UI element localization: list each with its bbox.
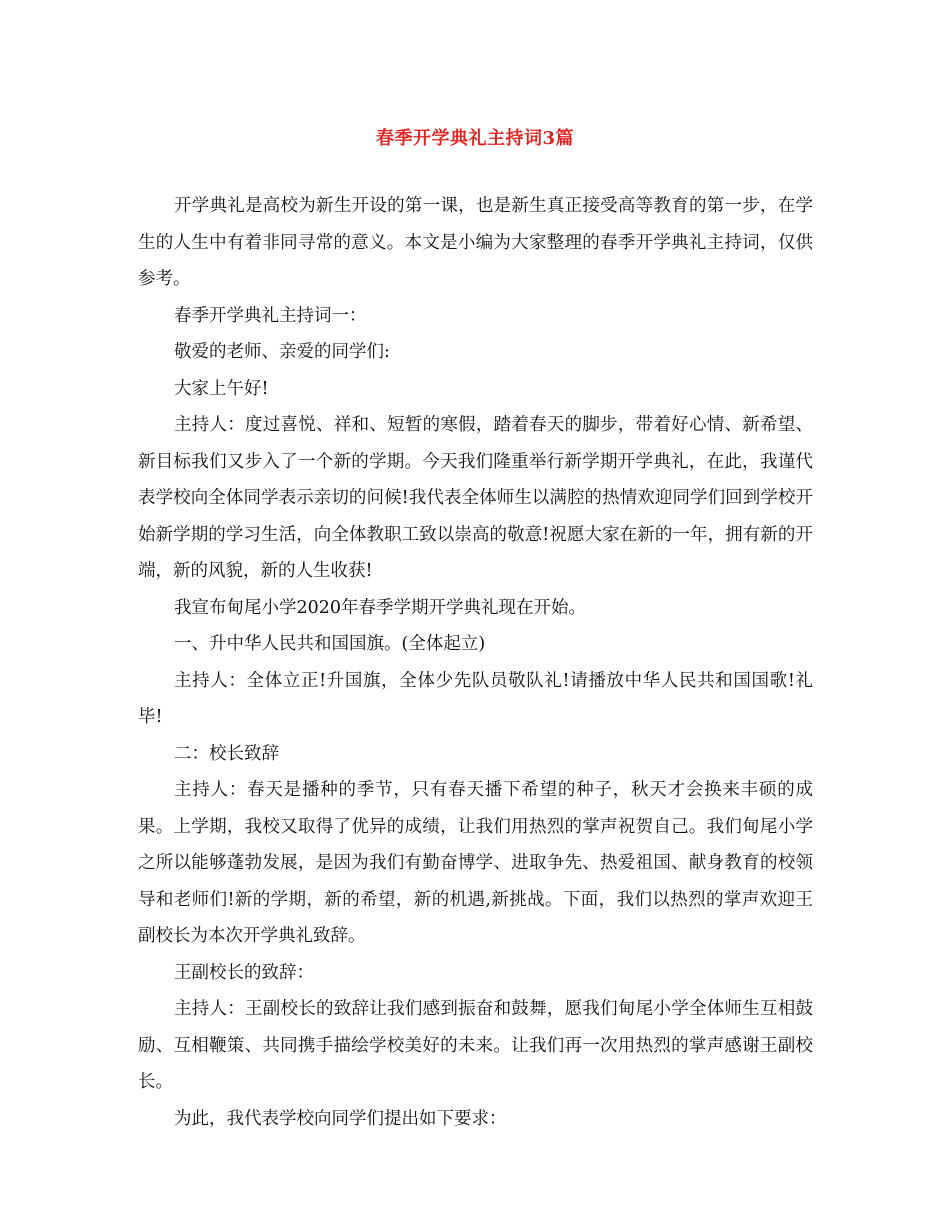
document-body — [138, 188, 813, 1137]
paragraph-salutation: 敬爱的老师、亲爱的同学们: — [174, 342, 390, 362]
paragraph-requirements: 为此，我代表学校向同学们提出如下要求： — [174, 1108, 507, 1129]
paragraph-host-principal: 主持人：春天是播种的季节，只有春天播下希望的种子，秋天才会换来丰硕的成果。上学期，我校又取得了优异的成绩，让我们用热烈的掌声祝贺自己。我们甸尾小学之所以能够蓬勃发展，是因为我们有勤奋博学、进取争先、热爱祖国、献身教育的校领导和老师们!新的学期，新的希望，新的机遇,新挑战。下面，我们以热烈的掌声欢迎王副校长为本次开学典礼致辞。 — [138, 780, 813, 946]
paragraph-vice-principal-speech: 王副校长的致辞： — [174, 962, 314, 983]
paragraph-host-opening: 主持人：度过喜悦、祥和、短暂的寒假，踏着春天的脚步，带着好心情、新希望、新目标我们又步入了一个新的学期。今天我们隆重举行新学期开学典礼，在此，我谨代表学校向全体同学表示亲切的问候!我代表全体师生以满腔的热情欢迎同学们回到学校开始新学期的学习生活，向全体教职工致以崇高的敬意!祝愿大家在新的一年，拥有新的开端，新的风貌，新的人生收获! — [138, 415, 813, 581]
paragraph-item-principal: 二：校长致辞 — [174, 743, 279, 764]
paragraph-section-heading: 春季开学典礼主持词一： — [174, 305, 367, 326]
paragraph-item-flag: 一、升中华人民共和国国旗。(全体起立) — [174, 634, 486, 654]
document-title: 春季开学典礼主持词3篇 — [375, 128, 575, 149]
paragraph-greeting: 大家上午好! — [174, 378, 269, 399]
paragraph-intro: 开学典礼是高校为新生开设的第一课，也是新生真正接受高等教育的第一步，在学生的人生中有着非同寻常的意义。本文是小编为大家整理的春季开学典礼主持词，仅供参考。 — [138, 196, 813, 289]
paragraph-host-flag: 主持人：全体立正!升国旗，全体少先队员敬队礼!请播放中华人民共和国国歌!礼毕! — [138, 670, 813, 727]
paragraph-host-thanks: 主持人：王副校长的致辞让我们感到振奋和鼓舞，愿我们甸尾小学全体师生互相鼓励、互相鞭策、共同携手描绘学校美好的未来。让我们再一次用热烈的掌声感谢王副校长。 — [138, 999, 813, 1092]
paragraph-announcement: 我宣布甸尾小学2020年春季学期开学典礼现在开始。 — [174, 597, 587, 618]
